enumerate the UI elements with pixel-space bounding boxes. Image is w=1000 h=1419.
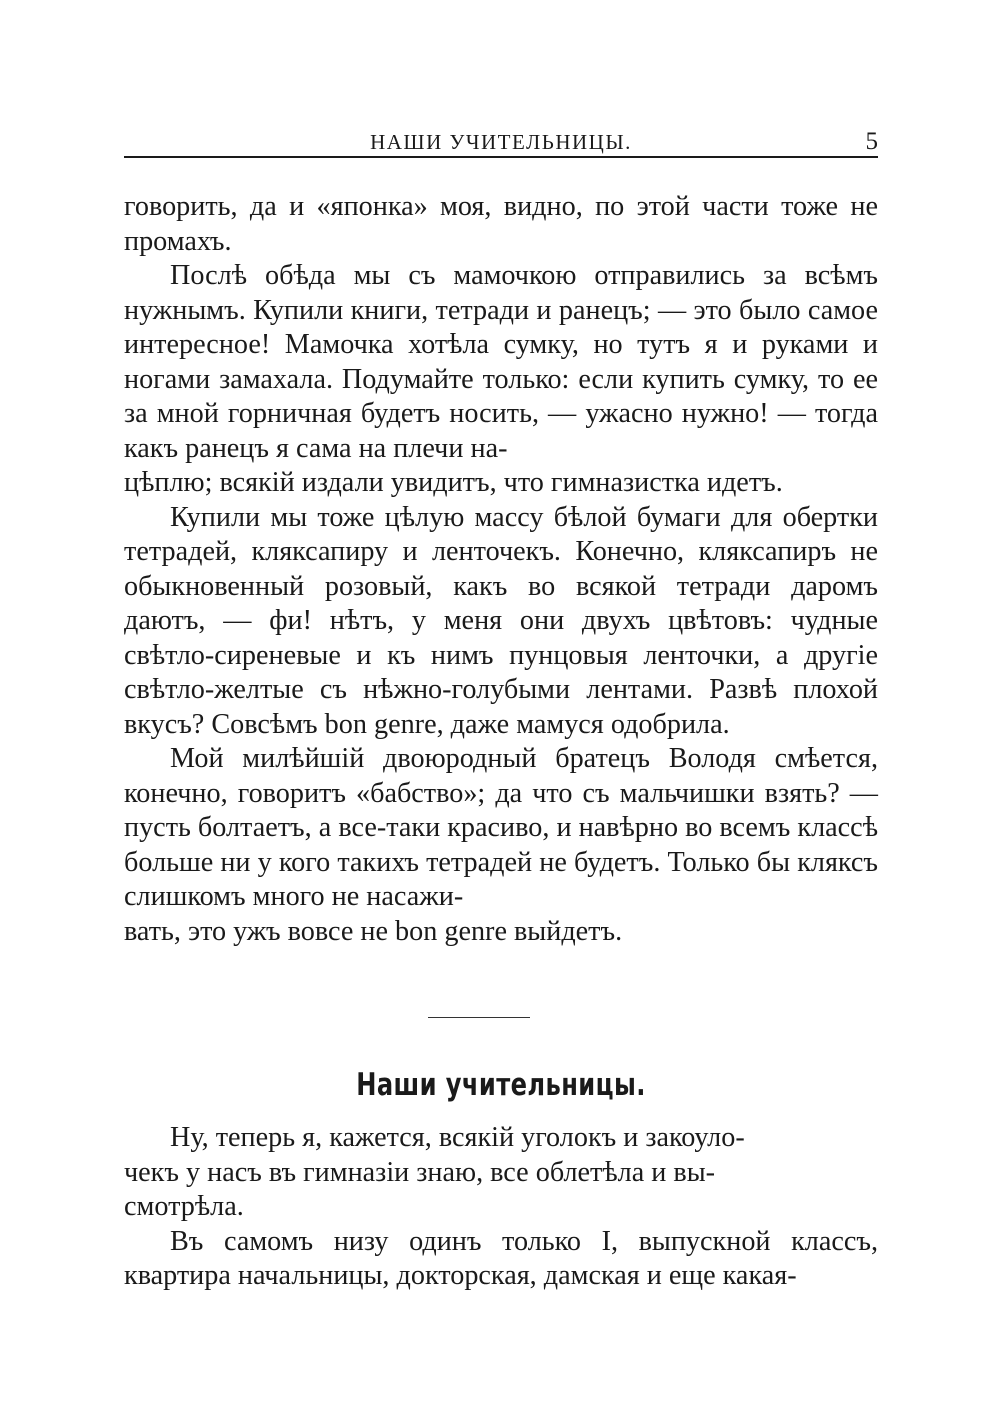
text-line: цвѣтовъ: чудные свѣтло-сиреневые и къ нимъ пунцовыя bbox=[124, 605, 878, 671]
running-head bbox=[124, 128, 878, 158]
running-title: НАШИ УЧИТЕЛЬНИЦЫ. bbox=[370, 130, 632, 154]
text-line: взять? — пусть болтаетъ, а все-таки красиво, и навѣрно bbox=[124, 777, 878, 843]
header-rule bbox=[124, 156, 878, 158]
section-text bbox=[124, 1121, 878, 1294]
text-line: Ну, теперь я, кажется, всякій уголокъ и закоуло- bbox=[170, 1122, 745, 1153]
paragraph-1 bbox=[124, 190, 878, 259]
text-line: Послѣ обѣда мы съ мамочкою отправились за всѣмъ bbox=[170, 260, 878, 291]
text-line: ужасно нужно! — тогда какъ ранецъ я сама на плечи на- bbox=[124, 398, 879, 464]
text-line: вать, это ужъ вовсе не bon genre выйдетъ. bbox=[124, 915, 623, 947]
paragraph-2 bbox=[124, 259, 878, 501]
text-line: самое интересное! Мамочка хотѣла сумку, но тутъ я и bbox=[124, 294, 878, 360]
text-line: руками и ногами замахала. Подумайте только: если bbox=[124, 329, 879, 395]
text-line: тетради даромъ даютъ, — фи! нѣтъ, у меня они двухъ bbox=[124, 570, 878, 636]
section-paragraph-2 bbox=[124, 1225, 878, 1294]
section-separator bbox=[428, 1017, 530, 1018]
text-line: купить сумку, то ее за мной горничная будетъ носить, — bbox=[124, 363, 878, 429]
text-line: Купили мы тоже цѣлую массу бѣлой бумаги для bbox=[170, 501, 773, 533]
section-title: Наши учительницы. bbox=[356, 1067, 646, 1103]
text-line: чекъ у насъ въ гимназіи знаю, все облетѣла и вы- bbox=[124, 1156, 716, 1188]
text-line: Въ самомъ низу одинъ только I, выпускной классъ, bbox=[170, 1225, 878, 1257]
page-number: 5 bbox=[865, 128, 878, 155]
paragraph-3 bbox=[124, 501, 878, 743]
section-paragraph-1 bbox=[124, 1121, 878, 1225]
text-line: Мой милѣйшій двоюродный братецъ Володя смѣется, bbox=[170, 743, 878, 774]
text-line: не промахъ. bbox=[124, 191, 879, 257]
text-line: говорить, да и «японка» моя, видно, по этой части тоже bbox=[124, 191, 839, 222]
text-line: смотрѣла. bbox=[124, 1191, 244, 1222]
text-line: квартира начальницы, докторская, дамская и еще какая- bbox=[124, 1260, 797, 1291]
text-line: обертки тетрадей, кляксапиру и ленточекъ. Конечно, bbox=[124, 501, 879, 567]
body-text bbox=[124, 190, 878, 949]
text-line: нужнымъ. Купили книги, тетради и ранецъ; — это было bbox=[124, 294, 801, 326]
text-line: конечно, говоритъ «бабство»; да что съ мальчишки bbox=[124, 777, 755, 809]
text-line: будетъ. Только бы кляксъ слишкомъ много не насажи- bbox=[124, 846, 879, 912]
text-line: кляксапиръ не обыкновенный розовый, какъ во всякой bbox=[124, 536, 879, 602]
text-line: лентами. Развѣ плохой вкусъ? Совсѣмъ bon genre, даже bbox=[124, 674, 879, 740]
text-line: цѣплю; всякій издали увидитъ, что гимназистка идетъ. bbox=[124, 467, 783, 498]
text-line: во всемъ классѣ больше ни у кого такихъ тетрадей не bbox=[124, 812, 878, 878]
text-line: мамуся одобрила. bbox=[516, 708, 730, 740]
paragraph-4 bbox=[124, 742, 878, 949]
text-line: ленточки, а другіе свѣтло-желтые съ нѣжно-голубыми bbox=[124, 639, 879, 705]
